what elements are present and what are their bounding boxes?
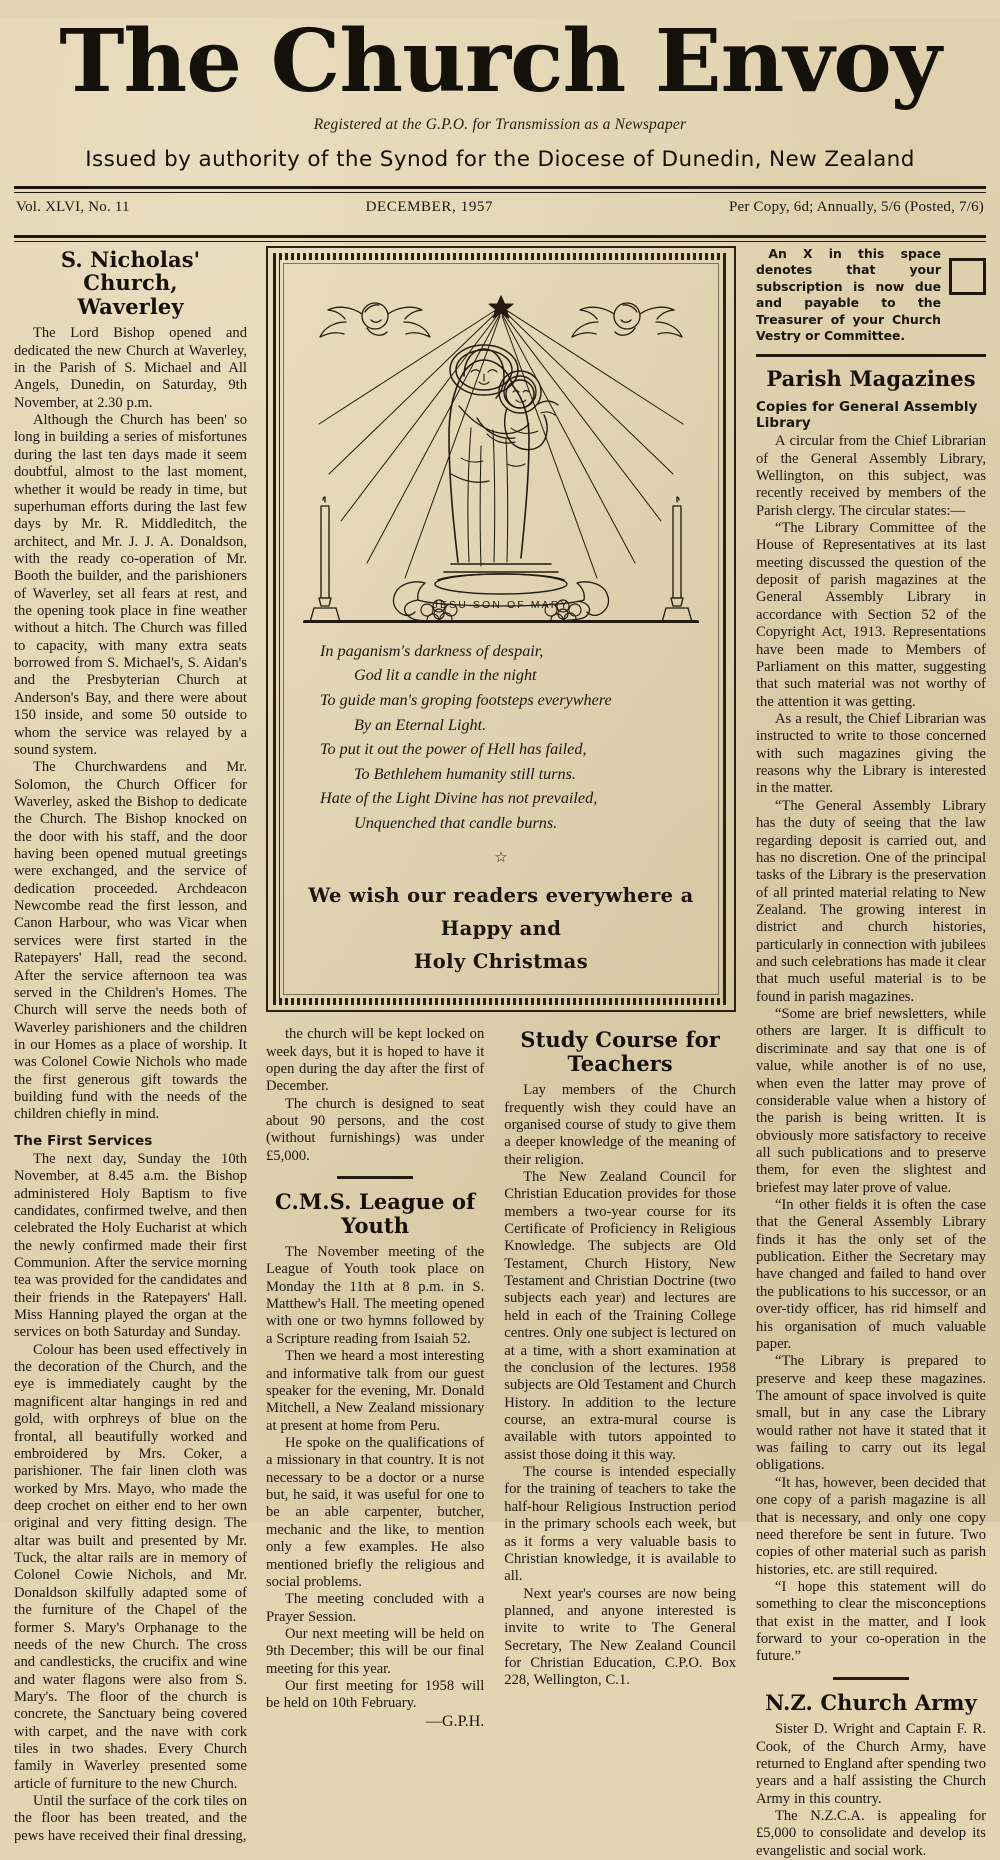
paragraph: A circular from the Chief Librarian of the General Assembly Library, Wellington, on this subject, was recently received by members of the Parish clergy. The circular states:— [756, 433, 986, 519]
paragraph: As a result, the Chief Librarian was instructed to write to those concerned with such magazines giving the reasons why the Library is interested in the matter. [756, 710, 986, 797]
issue-date: DECEMBER, 1957 [365, 198, 494, 215]
paragraph: The meeting concluded with a Prayer Session. [266, 1591, 485, 1625]
christmas-illustration-panel [266, 246, 736, 1012]
middle-lower-grid [266, 1026, 736, 1731]
madonna-and-child-icon [301, 278, 701, 623]
headline-line-2: Teachers [567, 1050, 673, 1076]
section-rule [756, 354, 986, 357]
poem-line: God lit a candle in the night [354, 666, 537, 685]
subscription-notice-text: An X in this space denotes that your subscription is now due and payable to the Treasurer of your Church Vestry or Committee. [756, 245, 941, 344]
greeting-line-1: We wish our readers everywhere a Happy and [308, 883, 694, 940]
paragraph: Next year's courses are now being planned, and anyone interested is invite to write to The General Secretary, The New Zealand Council for Christian Education, C.P.O. Box 228, Wellington, C.1. [504, 1585, 736, 1689]
candlestick-left-icon [307, 497, 343, 622]
cherub-right-icon [572, 303, 682, 337]
paragraph: The November meeting of the League of Youth took place on Monday the 11th at 8 p.m. in S. Matthew's Hall. The meeting opened with one or two hymns followed by a Scripture reading from Isaiah 52. [266, 1244, 485, 1347]
paragraph: The church is designed to seat about 90 persons, and the cost (without furnishings) was under £5,000. [266, 1095, 485, 1164]
paragraph: Our first meeting for 1958 will be held on 10th February. [266, 1678, 485, 1712]
paragraph: The N.Z.C.A. is appealing for £5,000 to consolidate and develop its evangelistic and social work. [756, 1808, 986, 1859]
cherub-left-icon [320, 303, 430, 337]
paragraph: The Lord Bishop opened and dedicated the new Church at Waverley, in the Parish of S. Michael and All Angels, Dunedin, on Saturday, 9th November, at 2.30 p.m. [14, 325, 247, 411]
article-headline-s-nicholas [14, 248, 247, 319]
subheading-first-services: The First Services [14, 1132, 153, 1149]
section-divider [337, 1176, 413, 1179]
headline-line-1: S. Nicholas' Church, [60, 246, 201, 296]
christmas-poem [298, 639, 704, 836]
column-middle-right [493, 1026, 736, 1731]
poem-line: Hate of the Light Divine has not prevailed, [320, 789, 598, 808]
candlestick-right-icon [659, 497, 695, 622]
banner-text: JESU SON OF MARY [432, 598, 570, 611]
christmas-illustration-inner-border [273, 253, 729, 1005]
article-headline-parish-magazines: Parish Magazines [766, 365, 976, 391]
headline-line-2: Youth [341, 1212, 410, 1238]
subscription-notice [756, 246, 986, 345]
paragraph: The Churchwardens and Mr. Solomon, the Church Officer for Waverley, asked the Bishop to dedicate the Church. The Bishop knocked on the door with his staff, and the door having been opened mutual greetings were exchanged, and the service of dedication proceeded. Archdeacon Newcombe read the first lesson, and Canon Harbour, who was Vicar when services were first started in the Ratepayers' Hall, read the second. After the service afternoon tea was served in the Children's Homes. The Church will serve the needs both of Waverley parishioners and the children in our Homes as a place of worship. It was Colonel Cowie Nichols who made the first generous gift towards the building fund with the needs of the children chiefly in mind. [14, 759, 247, 1123]
poem-line: To guide man's groping footsteps everywhere [320, 690, 612, 709]
issue-info-bar [14, 193, 986, 221]
column-middle-left [266, 1026, 493, 1731]
headline-line-1: Study Course for [520, 1027, 720, 1053]
poem-line: To put it out the power of Hell has failed, [320, 740, 587, 759]
poem-line: In paganism's darkness of despair, [320, 641, 544, 660]
price-info: Per Copy, 6d; Annually, 5/6 (Posted, 7/6) [729, 198, 984, 215]
poem-line: To Bethlehem humanity still turns. [354, 764, 576, 783]
paragraph: The next day, Sunday the 10th November, at 8.45 a.m. the Bishop administered Holy Baptism to five candidates, confirmed twelve, and then celebrated the Holy Eucharist at which the newly confirmed made their first Communion. After the service morning tea was provided for the candidates and their friends in the Ratepayers' Hall. Miss Hanning played the organ at the services on both Saturday and Sunday. [14, 1150, 247, 1341]
paragraph: “Some are brief newsletters, while others are larger. It is difficult to discriminate and say that one is of value, while another is of no use, when even the latter may prove of considerable value when a history of the parish is being written. It is obviously more satisfactory to receive all such publications and to preserve them, for even the slightest and briefest may later prove of value. [756, 1006, 986, 1196]
greeting-line-2: Holy Christmas [413, 950, 589, 973]
paragraph: “It has, however, been decided that one copy of a parish magazine is all that is necessary, and only one copy need therefore be sent in future. Two copies of other material such as parish histories, etc. are still required. [756, 1474, 986, 1578]
paragraph: “I hope this statement will do something to clear the misconceptions that exist in the matter, and I look forward to your co-operation in the future.” [756, 1578, 986, 1665]
halo-child-icon [499, 371, 541, 413]
column-middle [257, 246, 745, 1860]
poem-line: Unquenched that candle burns. [354, 814, 558, 833]
paragraph: Our next meeting will be held on 9th December; this will be our final meeting for this year. [266, 1625, 485, 1677]
paragraph: Then we heard a most interesting and informative talk from our guest speaker for the evening, Mr. Donald Mitchell, a New Zealand missionary at present at home from Peru. [266, 1348, 485, 1434]
paragraph: “In other fields it is often the case that the General Assembly Library finds it has the only set of the publication. Either the Secretary may have changed and failed to hand over the publications to his successor, or an over-tidy officer, has rid himself and his organisation of much valuable paper. [756, 1197, 986, 1352]
paragraph: The course is intended especially for the training of teachers to take the half-hour Religious Instruction period in the primary schools each week, but as it forms a very valuable basis to Christian knowledge, it is available to all. [504, 1464, 736, 1585]
headline-line-2: Waverley [77, 293, 184, 319]
paragraph: Until the surface of the cork tiles on the floor has been treated, and the pews have received their final dressing, [14, 1793, 247, 1844]
paragraph: “The Library is prepared to preserve and keep these magazines. The amount of space involved is quite small, but in any case the Library would rather not have it stated that it was failing to carry out its legal obligations. [756, 1353, 986, 1474]
paragraph: Sister D. Wright and Captain F. R. Cook, of the Church Army, have returned to England after spending two years and a half assisting the Church Army in this country. [756, 1721, 986, 1807]
paragraph: He spoke on the qualifications of a missionary in that country. It is not necessary to be a doctor or a nurse but, he said, it was useful for one to be an able carpenter, butcher, mechanic and the like, to mention only a few examples. He also mentioned briefly the religious and social problems. [266, 1435, 485, 1590]
poem-line: By an Eternal Light. [354, 715, 487, 734]
paragraph: Although the Church has been' so long in building a series of misfortunes during the last ten days made it seem doubtful, almost to the last moment, whether it would be ready in time, but superhuman efforts during the last few days by Mr. R. Middleditch, the architect, and Mr. J. J. A. Donaldson, with the ready co-operation of Mr. Booth the builder, and the parishioners of Waverley, set all fears at rest, and the opening took place in fine weather without a hitch. The Church was filled to capacity, with many extra seats borrowed from S. Michael's, S. Aidan's and the Presbyterian Church at Anderson's Bay, and there were about 150 inside, and some 50 outside to whom the service was relayed by a sound system. [14, 412, 247, 758]
paragraph: Colour has been used effectively in the decoration of the Church, and the eye is immediately caught by the magnificent altar hangings in red and gold, with orphreys of blue on the frontal, all beautifully worked and embroidered by Mrs. Coker, a parishioner. The fair linen cloth was worked by Mrs. Mayo, who made the deep crochet on either end to her own original and very fitting design. The altar was built and presented by Mr. Tuck, the altar rails are in memory of Colonel Cowie Nichols, and Mr. Donaldson skilfully adapted some of the furniture of the Chapel of the former S. Mary's Orphanage to the needs of the new Church. The cross and candlesticks, the crucifix and wine and water flagons were also from S. Mary's. The floor of the church is concrete, the Sanctuary being covered with carpet, and the nave with cork tiles in two shades. Every Church family in Waverley presented some article of furniture to the new Church. [14, 1341, 247, 1792]
column-right [745, 246, 986, 1860]
issuing-authority: Issued by authority of the Synod for the Diocese of Dunedin, New Zealand [85, 146, 915, 172]
article-headline-study-course [504, 1028, 736, 1075]
article-headline-church-army: N.Z. Church Army [765, 1689, 977, 1715]
column-left [14, 246, 257, 1860]
page-title: The Church Envoy [59, 11, 941, 112]
article-signature: —G.P.H. [426, 1712, 485, 1730]
content-grid [14, 246, 986, 1860]
masthead-rule-bottom [14, 235, 986, 242]
newspaper-page [0, 11, 1000, 1859]
registration-notice: Registered at the G.P.O. for Transmission as a Newspaper [313, 115, 687, 133]
masthead [14, 11, 986, 242]
subscription-x-checkbox[interactable] [949, 258, 986, 295]
headline-line-1: C.M.S. League of [275, 1189, 476, 1215]
section-divider [833, 1677, 909, 1680]
star-ornament-icon: ☆ [494, 849, 508, 866]
paragraph: The New Zealand Council for Christian Education provides for those members a two-year course for its Certificate of Proficiency in Religious Knowledge. The subjects are Old Testament, Church History, New Testament and Christian Doctrine (two subjects each year) and lectures are held in each of the Training College centres. Only one subject is lectured on at a time, with a short examination at the conclusion of the lectures. 1958 subjects are Old Testament and Church History. In addition to the lecture course, an extra-mural course is available with tutors appointed to assist those doing it this way. [504, 1168, 736, 1463]
volume-number: Vol. XLVI, No. 11 [16, 198, 130, 215]
christmas-greeting [298, 879, 704, 978]
paragraph: the church will be kept locked on week days, but it is hoped to have it open during the day after the first of December. [266, 1026, 485, 1095]
paragraph: “The General Assembly Library has the duty of seeing that the law regarding deposit is carried out, and has no discretion. One of the principal tasks of the Library is the preservation of all printed material relating to New Zealand. The growing interest in district and church histories, particularly in connection with jubilees and such celebrations has made it clear that much useful material is to be found in parish magazines. [756, 797, 986, 1005]
paragraph: Lay members of the Church frequently wish they could have an organised course of study to give them a deeper knowledge of the meaning of their religion. [504, 1082, 736, 1168]
paragraph: “The Library Committee of the House of Representatives at its last meeting discussed the question of the deposit of parish magazines at the General Assembly Library in accordance with Section 52 of the Copyright Act, 1913. Representations have been made to Members of Parliament on this matter, suggesting that such material was not worthy of the attention it was getting. [756, 520, 986, 710]
masthead-rule-top [14, 186, 986, 193]
subheading-copies-for-library: Copies for General Assembly Library [756, 399, 978, 432]
article-headline-cms-league [266, 1190, 484, 1237]
